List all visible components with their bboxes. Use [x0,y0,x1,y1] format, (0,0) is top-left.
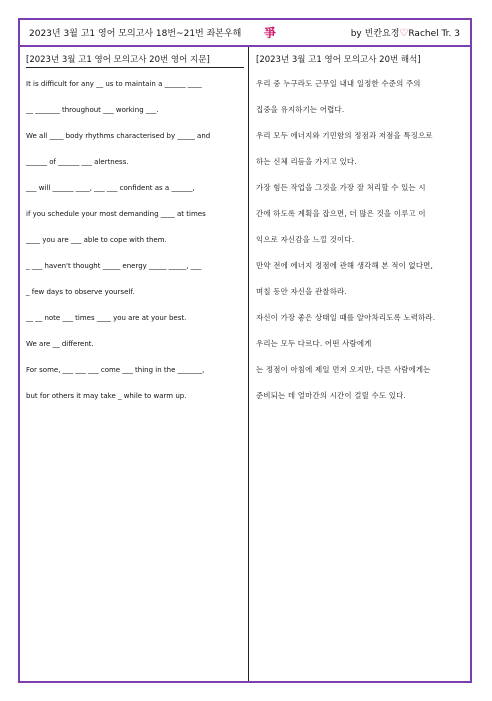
korean-line: 우리는 모두 다르다. 어떤 사람에게 [256,339,372,348]
english-line: __ _______ throughout ___ working ___. [26,106,159,114]
english-line: _ ___ haven't thought _____ energy _____ _____, ___ [26,262,202,270]
korean-line: 익으로 자신감을 느낄 것이다. [256,235,355,244]
english-line: ______ of ______ ___ alertness. [26,158,129,166]
korean-line: 가장 힘든 작업을 그것을 가장 잘 처리할 수 있는 시 [256,183,426,192]
author-name: Rachel Tr. 3 [408,29,460,39]
korean-line: 간에 하도록 계획을 잡으면, 더 많은 것을 이루고 이 [256,209,426,218]
korean-line: 는 정점이 아침에 제일 먼저 오지만, 다른 사람에게는 [256,365,431,374]
english-line: We are __ different. [26,340,94,348]
english-line: but for others it may take _ while to warm up. [26,392,187,400]
author-prefix: by 빈칸요정 [350,29,400,39]
korean-line: 집중을 유지하기는 어렵다. [256,105,345,114]
english-line: _ few days to observe yourself. [26,288,135,296]
korean-line: 하는 신체 리듬을 가지고 있다. [256,157,357,166]
english-line: __ __ note ___ times ____ you are at your best. [26,314,187,322]
column-divider [248,47,249,681]
english-line: It is difficult for any __ us to maintain a ______ ____ [26,80,202,88]
english-line: ___ will ______ ____, ___ ___ confident as a ______, [26,184,195,192]
korean-line: 우리 중 누구라도 근무일 내내 일정한 수준의 주의 [256,79,421,88]
english-passage-column [26,53,244,416]
korean-line: 자신이 가장 좋은 상태일 때를 알아차리도록 노력하라. [256,313,436,322]
heart-icon: ♡ [399,28,409,39]
korean-line: 만약 전에 에너지 정점에 관해 생각해 본 적이 없다면, [256,261,434,270]
hanja-stamp: 爭 [264,26,277,40]
korean-line: 며칠 동안 자신을 관찰하라. [256,287,347,296]
english-line: For some, ___ ___ ___ come ___ thing in the _______, [26,366,205,374]
worksheet-header [20,20,470,47]
author-credit [351,26,460,39]
worksheet-title: 2023년 3월 고1 영어 모의고사 18번~21번 좌본우해 [29,29,242,39]
english-line: if you schedule your most demanding ____ at times [26,210,206,218]
worksheet-frame [18,18,472,683]
korean-line: 준비되는 데 얼마간의 시간이 걸릴 수도 있다. [256,391,406,400]
korean-line: 우리 모두 에너지와 기민함의 정점과 저점을 특징으로 [256,131,433,140]
korean-translation-title: [2023년 3월 고1 영어 모의고사 20번 해석] [256,55,421,65]
korean-translation-column [256,53,468,415]
english-line: ____ you are ___ able to cope with them. [26,236,167,244]
english-line: We all ____ body rhythms characterised by _____ and [26,132,211,140]
english-passage-title: [2023년 3월 고1 영어 모의고사 20번 영어 지문] [26,53,244,68]
